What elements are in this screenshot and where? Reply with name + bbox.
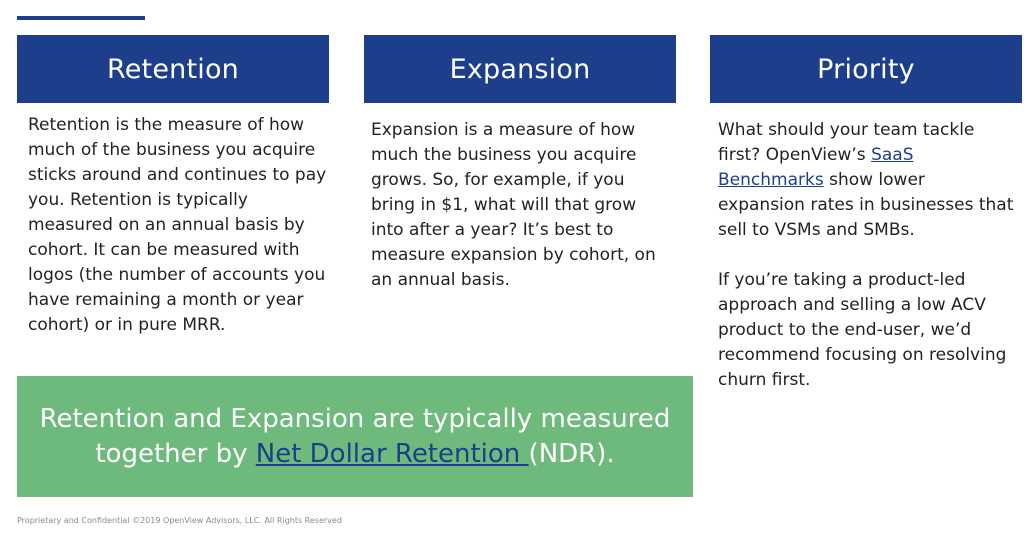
- priority-title: Priority: [817, 53, 915, 85]
- callout-text: [40, 402, 671, 472]
- callout-text-before-link: together by: [95, 438, 256, 469]
- footer-copyright: Proprietary and Confidential ©2019 OpenView Advisors, LLC. All Rights Reserved: [17, 516, 342, 525]
- callout-text-after-link: (NDR).: [528, 438, 615, 469]
- priority-text-after-link: show lower expansion rates in businesses that sell to VSMs and SMBs.: [718, 170, 1014, 240]
- ndr-callout: [17, 376, 693, 497]
- priority-description-1: [718, 118, 1014, 243]
- expansion-header: [364, 35, 676, 103]
- title-accent-line: [17, 16, 145, 20]
- retention-header: [17, 35, 329, 103]
- priority-header: [710, 35, 1022, 103]
- retention-description: Retention is the measure of how much of the business you acquire sticks around and continues to pay you. Retention is typically measured on an annual basis by cohort. It can be measured with logos (the number of accounts you have remaining a month or year cohort) or in pure MRR.: [28, 115, 327, 335]
- saas-benchmarks-link[interactable]: SaaS Benchmarks: [718, 145, 914, 190]
- expansion-description: Expansion is a measure of how much the business you acquire grows. So, for example, if you bring in $1, what will that grow into after a year? It’s best to measure expansion by cohort, on an annual basis.: [371, 120, 656, 290]
- priority-text-before-link: What should your team tackle first? OpenView’s: [718, 120, 975, 165]
- callout-line-1: Retention and Expansion are typically measured: [39, 403, 671, 434]
- retention-title: Retention: [107, 53, 239, 85]
- priority-description-2: If you’re taking a product-led approach and selling a low ACV product to the end-user, we’d recommend focusing on resolving churn first.: [718, 270, 1007, 390]
- expansion-title: Expansion: [449, 53, 591, 85]
- net-dollar-retention-link[interactable]: Net Dollar Retention: [255, 438, 529, 469]
